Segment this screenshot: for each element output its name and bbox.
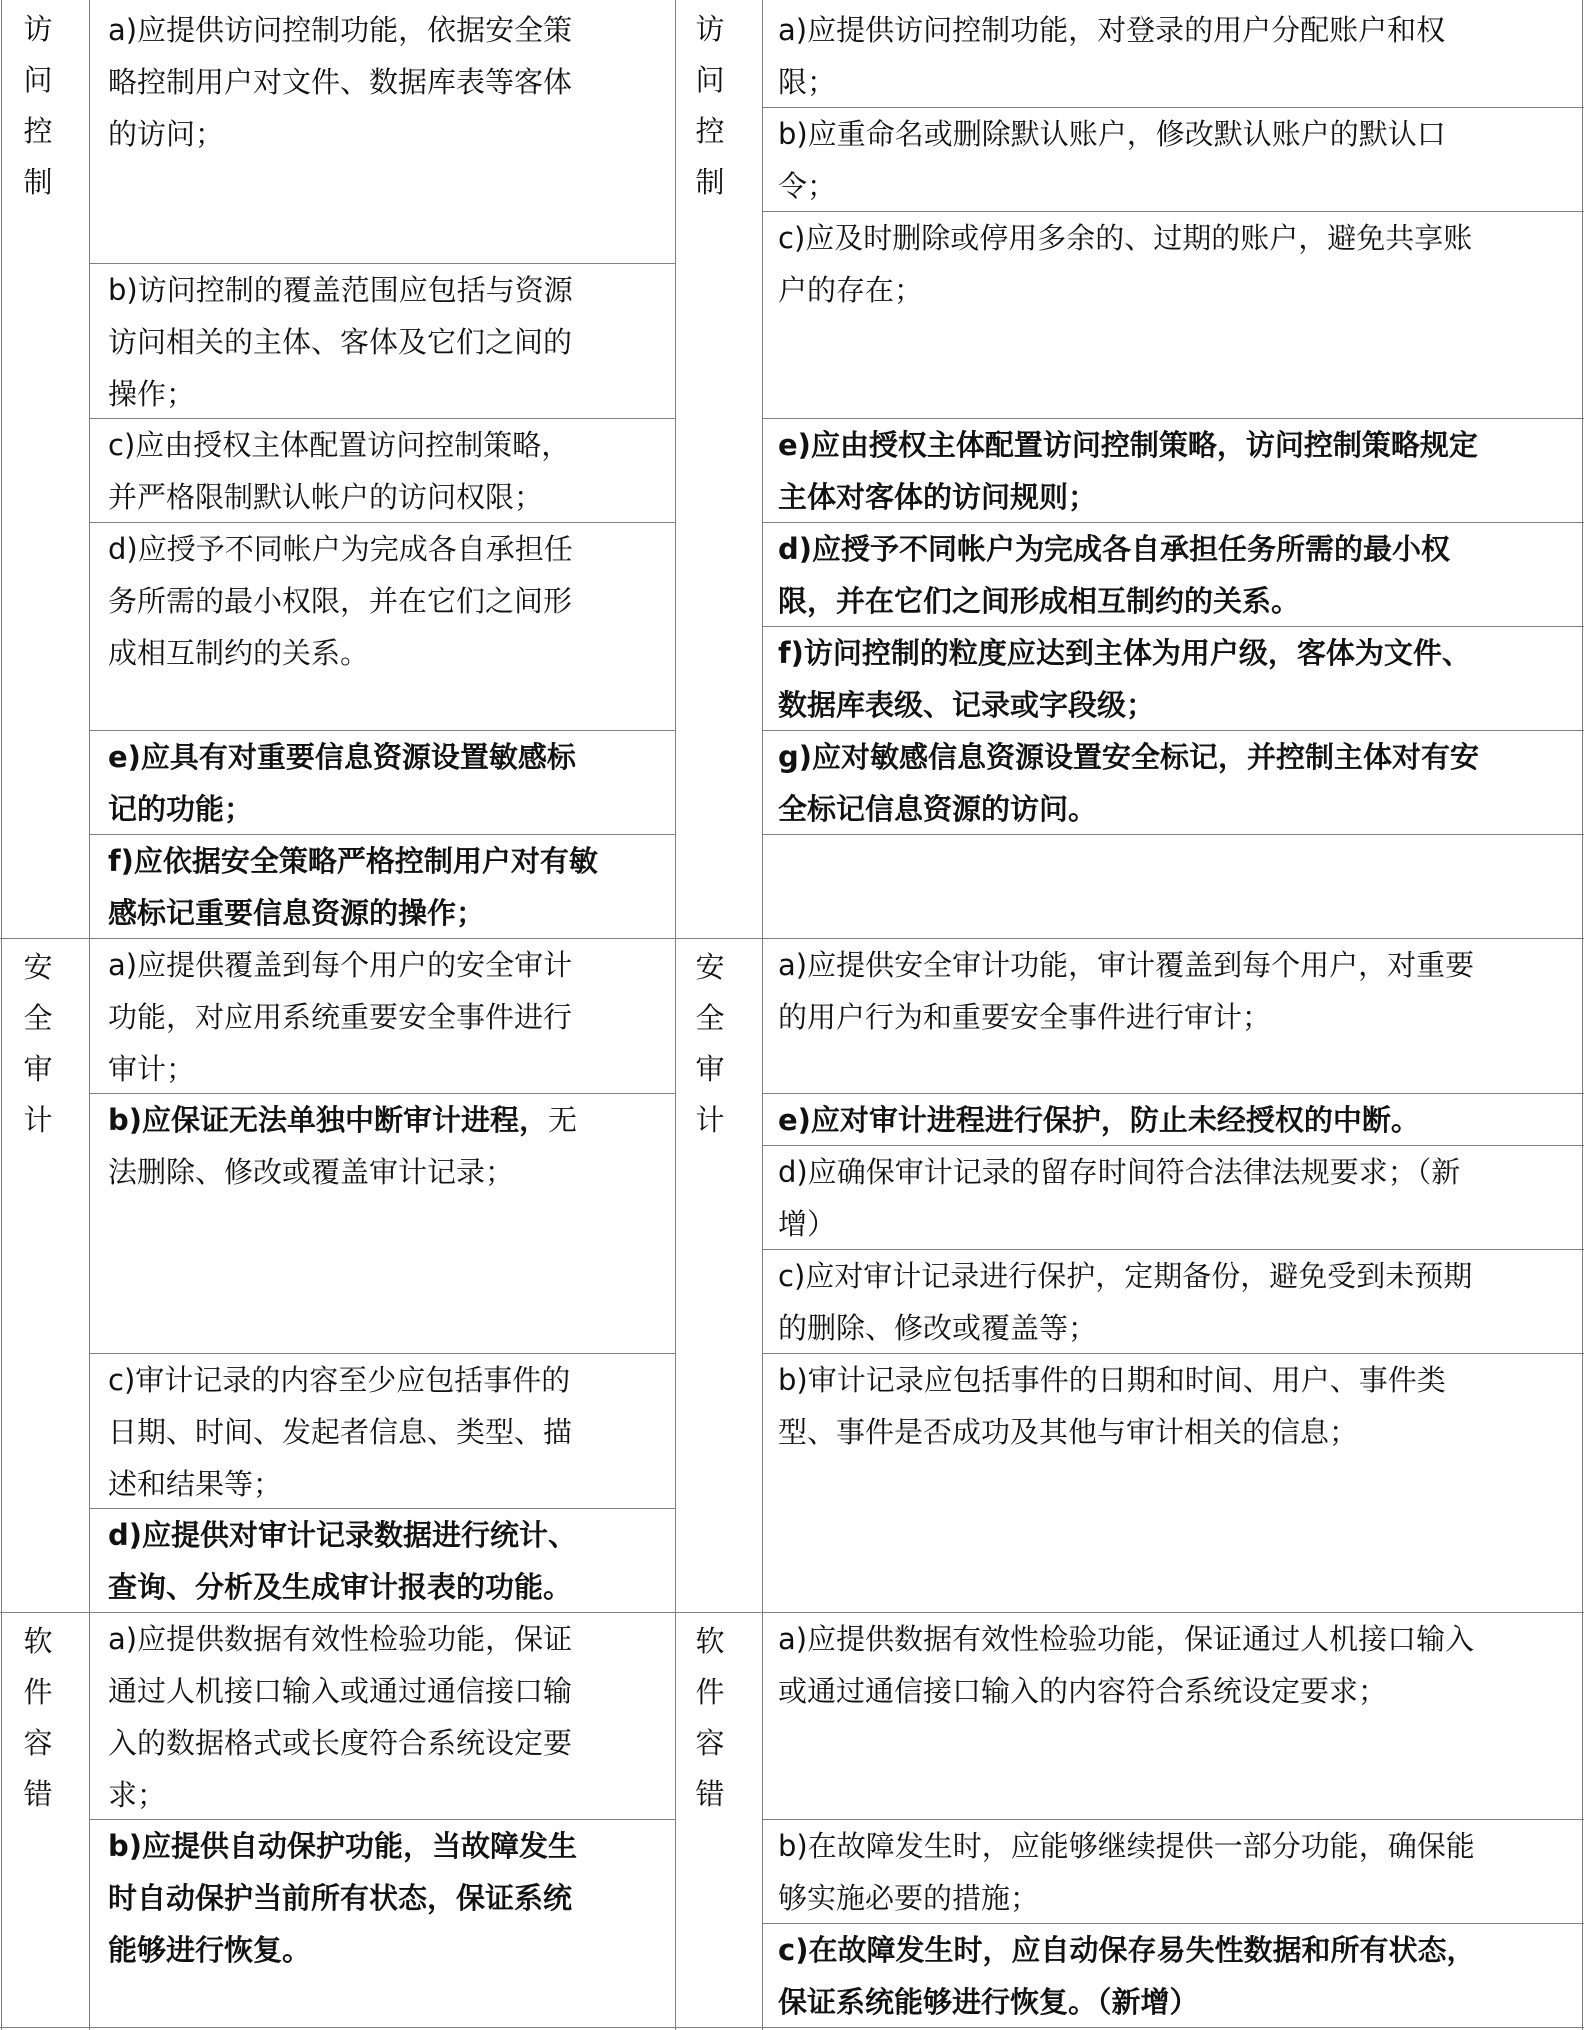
requirement-item: b)在故障发生时，应能够继续提供一部分功能，确保能 够实施必要的措施； (778, 1829, 1475, 1915)
requirement-item: c)审计记录的内容至少应包括事件的 日期、时间、发起者信息、类型、描 述和结果等； (108, 1363, 573, 1501)
requirement-item: c)应由授权主体配置访问控制策略， 并严格限制默认帐户的访问权限； (108, 428, 571, 514)
requirement-item: f)访问控制的粒度应达到主体为用户级，客体为文件、 数据库表级、记录或字段级； (778, 636, 1471, 722)
column-divider (89, 0, 90, 2030)
requirement-item: e)应具有对重要信息资源设置敏感标 记的功能； (108, 740, 576, 826)
requirement-item: b)访问控制的覆盖范围应包括与资源 访问相关的主体、客体及它们之间的 操作； (108, 273, 573, 411)
requirement-item: d)应授予不同帐户为完成各自承担任务所需的最小权 限，并在它们之间形成相互制约的关系。 (778, 532, 1451, 618)
requirement-item: a)应提供访问控制功能，对登录的用户分配账户和权 限； (778, 13, 1446, 99)
category-label: 软 件 容 错 (695, 1624, 725, 1811)
requirement-item: a)应提供安全审计功能，审计覆盖到每个用户，对重要 的用户行为和重要安全事件进行审计； (778, 948, 1475, 1034)
requirement-rest-part: 无 法删除、修改或覆盖审计记录； (108, 1103, 578, 1189)
requirement-item: c)在故障发生时，应自动保存易失性数据和所有状态， 保证系统能够进行恢复。（新增） (778, 1933, 1476, 2019)
category-label: 访 问 控 制 (23, 12, 53, 199)
requirement-item: g)应对敏感信息资源设置安全标记，并控制主体对有安 全标记信息资源的访问。 (778, 740, 1480, 826)
column-divider (675, 0, 676, 2030)
requirement-item: a)应提供数据有效性检验功能，保证 通过人机接口输入或通过通信接口输 入的数据格式或长度符合系统设定要 求； (108, 1622, 573, 1812)
category-label: 访 问 控 制 (695, 12, 725, 199)
category-label: 软 件 容 错 (23, 1624, 53, 1811)
table-border-right (1582, 0, 1583, 2030)
category-label: 安 全 审 计 (23, 950, 53, 1137)
table-border-left (1, 0, 2, 2030)
requirement-item: c)应对审计记录进行保护，定期备份，避免受到未预期 的删除、修改或覆盖等； (778, 1259, 1473, 1345)
requirement-item: b)应提供自动保护功能，当故障发生 时自动保护当前所有状态，保证系统 能够进行恢复。 (108, 1829, 578, 1967)
requirement-item: a)应提供数据有效性检验功能，保证通过人机接口输入 或通过通信接口输入的内容符合系统设定要求； (778, 1622, 1475, 1708)
requirement-item: d)应提供对审计记录数据进行统计、 查询、分析及生成审计报表的功能。 (108, 1518, 578, 1604)
requirement-item: d)应授予不同帐户为完成各自承担任 务所需的最小权限，并在它们之间形 成相互制约的关系。 (108, 532, 573, 670)
requirement-item: c)应及时删除或停用多余的、过期的账户，避免共享账 户的存在； (778, 221, 1473, 307)
requirement-item: a)应提供访问控制功能，依据安全策 略控制用户对文件、数据库表等客体 的访问； (108, 13, 573, 151)
requirement-item: f)应依据安全策略严格控制用户对有敏 感标记重要信息资源的操作； (108, 844, 598, 930)
requirement-item: a)应提供覆盖到每个用户的安全审计 功能，对应用系统重要安全事件进行 审计； (108, 948, 573, 1086)
requirement-item: b)应重命名或删除默认账户，修改默认账户的默认口 令； (778, 117, 1446, 203)
requirement-bold-part: b)应保证无法单独中断审计进程， (108, 1103, 549, 1137)
column-divider (762, 0, 763, 2030)
category-label: 安 全 审 计 (695, 950, 725, 1137)
requirement-item: b)审计记录应包括事件的日期和时间、用户、事件类 型、事件是否成功及其他与审计相关的信息； (778, 1363, 1446, 1449)
requirement-item (108, 1094, 653, 1198)
requirement-item: e)应由授权主体配置访问控制策略，访问控制策略规定 主体对客体的访问规则； (778, 428, 1478, 514)
requirement-item: d)应确保审计记录的留存时间符合法律法规要求；（新 增） (778, 1155, 1461, 1241)
requirement-item: e)应对审计进程进行保护，防止未经授权的中断。 (778, 1103, 1420, 1137)
